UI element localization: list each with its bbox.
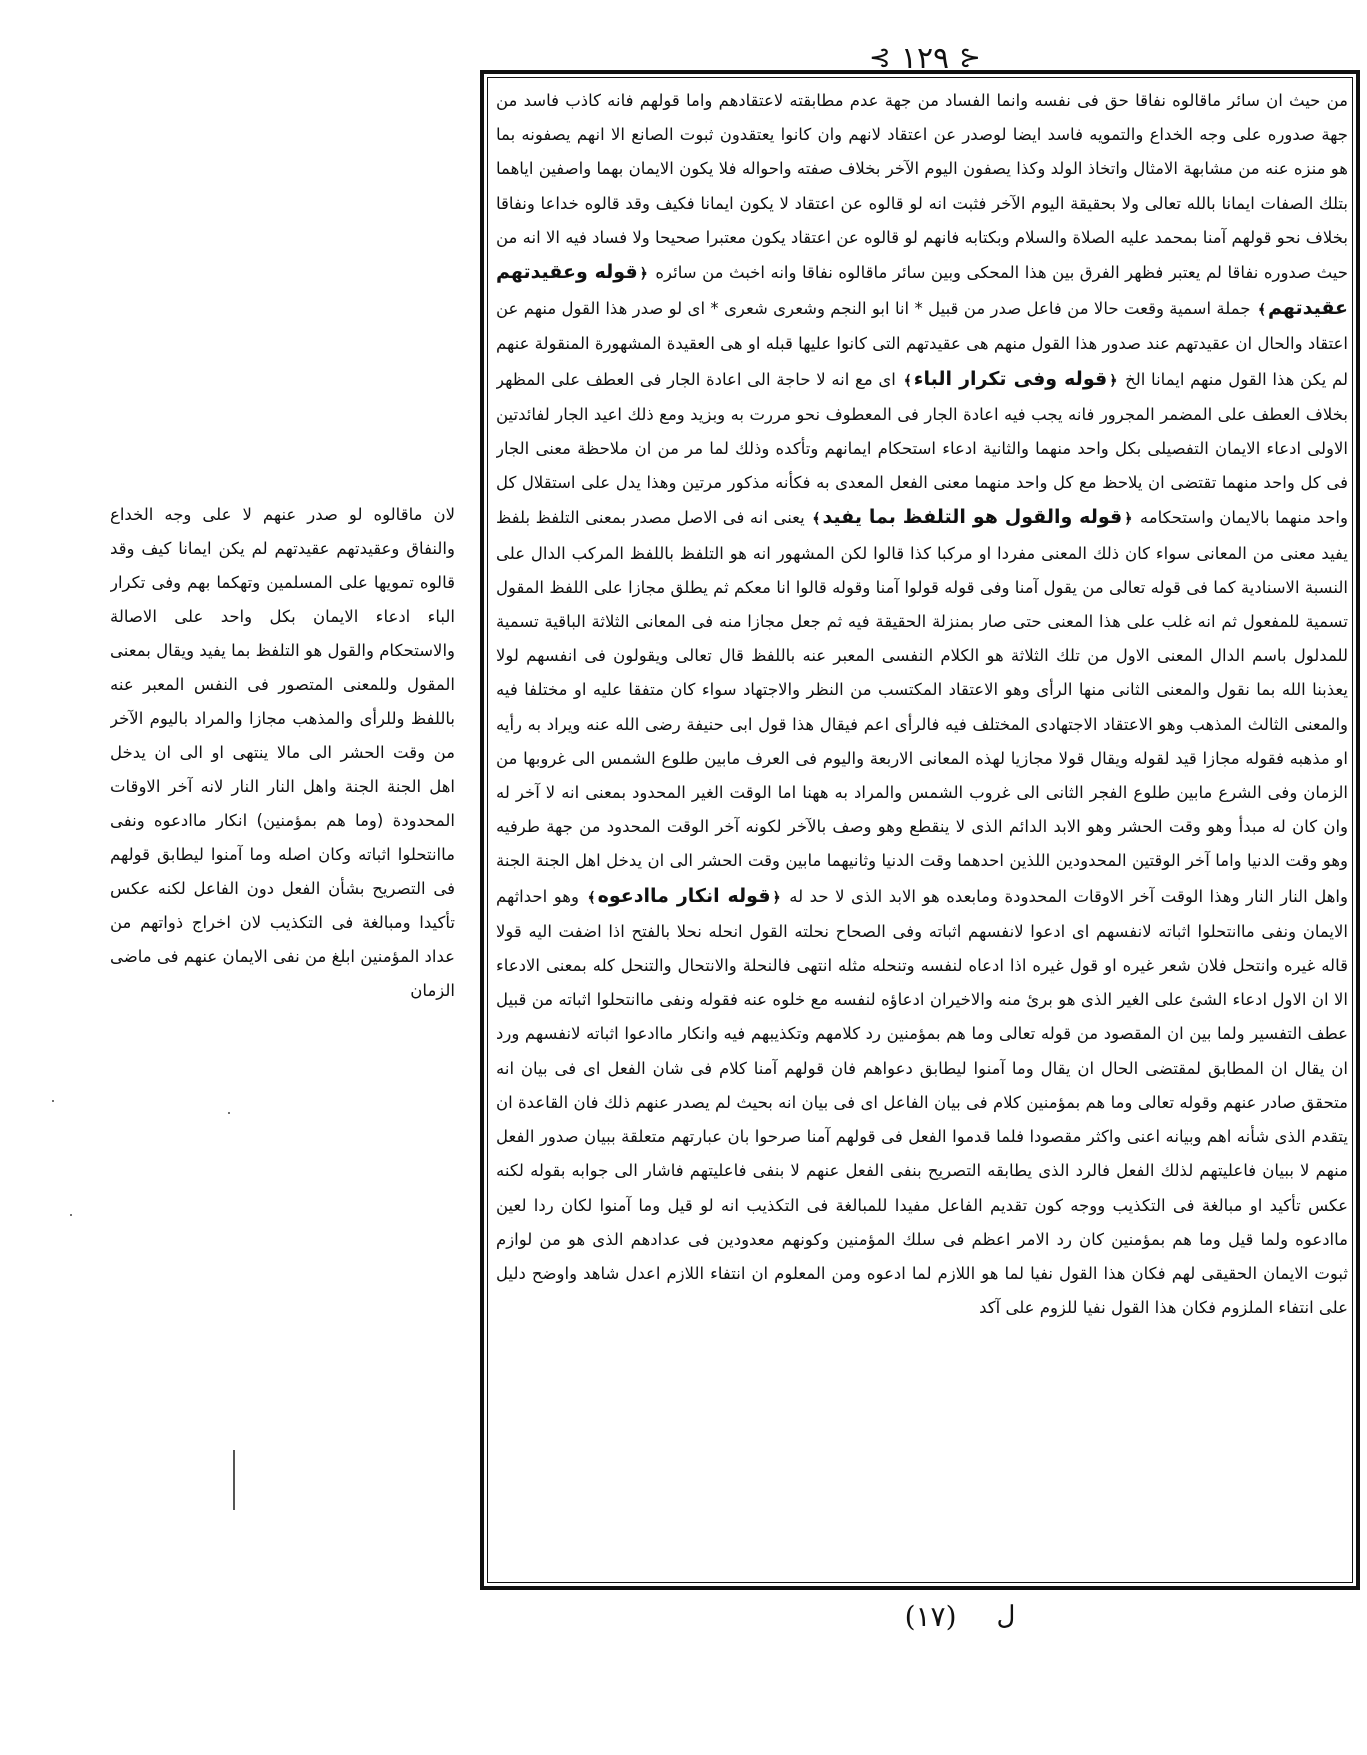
scan-mark <box>233 1450 235 1510</box>
page-footer <box>860 1596 1060 1636</box>
speck <box>70 1214 72 1216</box>
margin-paragraph: لان ماقالوه لو صدر عنهم لا على وجه الخداع والنفاق وعقيدتهم عقيدتهم لم يكن ايمانا كيف وقد قالوه تمويها على المسلمين وتهكما بهم وفى تكرار الباء ادعاء الايمان بكل واحد على الاصالة والاستحكام والقول هو التلفظ بما يفيد ويقال بمعنى المقول وللمعنى المتصور فى النفس المعبر عنه باللفظ وللرأى والمذهب مجازا والمراد باليوم الآخر من وقت الحشر الى مالا ينتهى او الى ان يدخل اهل الجنة الجنة واهل النار النار لانه آخر الاوقات المحدودة (وما هم بمؤمنين) انكار ماادعوه ونفى ماانتحلوا اثباته وكان اصله وما آمنوا ليطابق قولهم فى التصريح بشأن الفعل دون الفاعل لكنه عكس تأكيدا ومبالغة فى التكذيب لان اخراج ذواتهم من عداد المؤمنين ابلغ من نفى الايمان عنهم فى ماضى الزمان <box>110 505 455 1000</box>
main-text-block <box>496 84 1348 1579</box>
speck <box>52 1100 54 1102</box>
page-number: ١٢٩ <box>900 40 950 76</box>
ornament-right-icon: ⊱ <box>959 43 981 73</box>
speck <box>228 1112 230 1114</box>
main-paragraph: من حيث ان سائر ماقالوه نفاقا حق فى نفسه وانما الفساد من جهة عدم مطابقته لاعتقادهم واما قولهم فانه كاذب فاسد من جهة صدوره على وجه الخداع والتمويه فاسد ايضا لوصدر عن اعتقاد لانهم وان كانوا يعتقدون ثبوت الصانع الا انهم يصفونه بما هو منزه عنه من مشابهة الامثال واتخاذ الولد وكذا يصفون اليوم الآخر بخلاف صفته واحواله فلا يكون الايمان بهما واصفين اياهما بتلك الصفات ايمانا بالله تعالى ولا بحقيقة اليوم الآخر فثبت انه لو قالوه عن اعتقاد لا يكون ايمانا فكيف وقد قالوه خداعا ونفاقا بخلاف نحو قولهم آمنا بمحمد عليه الصلاة والسلام وبكتابه فانهم لو قالوه عن اعتقاد يكون معتبرا صحيحا ولا فساد فيه الا انه من حيث صدوره نفاقا لم يعتبر فظهر الفرق بين هذا المحكى وبين سائر ماقالوه نفاقا وانه اخبث من سائره ﴿قوله وعقيدتهم عقيدتهم﴾ جملة اسمية وقعت حالا من فاعل صدر من قبيل * انا ابو النجم وشعرى شعرى * اى لو صدر هذا القول منهم عن اعتقاد والحال ان عقيدتهم عند صدور هذا القول منهم هى عقيدتهم التى كانوا عليها قبله او هى العقيدة المشهورة المنقولة عنهم لم يكن هذا القول منهم ايمانا الخ ﴿قوله وفى تكرار الباء﴾ اى مع انه لا حاجة الى اعادة الجار فى العطف على المظهر بخلاف العطف على المضمر المجرور فانه يجب فيه اعادة الجار فى المعطوف نحو مررت به وبزيد ومع ذلك اعيد الجار لفائدتين الاولى ادعاء الايمان التفصيلى بكل واحد منهما والثانية ادعاء استحكام ايمانهم وتأكده وذلك لما مر من ان ملاحظة معنى الجار فى كل واحد منهما تقتضى ان يلاحظ مع كل واحد منهما معنى الفعل المعدى به فكأنه مذكور مرتين وهذا يدل على استقلال كل واحد منهما بالايمان واستحكامه ﴿قوله والقول هو التلفظ بما يفيد﴾ يعنى انه فى الاصل مصدر بمعنى التلفظ بلفظ يفيد معنى من المعانى سواء كان ذلك المعنى مفردا او مركبا كذا قالوا لكن المشهور انه هو التلفظ باللفظ المركب الدال على النسبة الاسنادية كما فى قوله تعالى من يقول آمنا وفى قوله قولوا آمنا وقوله قالوا انا معكم ثم يطلق مجازا على اللفظ المقول تسمية للمفعول ثم انه غلب على هذا المعنى حتى صار بمنزلة الحقيقة فيه ثم جعل مجازا منه فى المعانى الثلاثة الباقية تسمية للمدلول باسم الدال المعنى الاول من تلك الثلاثة هو الكلام النفسى المعبر عنه باللفظ قال تعالى ويقولون فى انفسهم لولا يعذبنا الله بما نقول والمعنى الثانى منها الرأى وهو الاعتقاد المكتسب من النظر والاجتهاد سواء كان متفقا عليه او مختلفا فيه والمعنى الثالث المذهب وهو الاعتقاد الاجتهادى المختلف فيه فالرأى اعم فيقال هذا قول ابى حنيفة رضى الله عنه ويراد به رأيه او مذهبه فقوله مجازا قيد لقوله ويقال قولا مجازيا لهذه المعانى الاربعة واليوم فى العرف مابين طلوع الشمس الى غروبها من الزمان وفى الشرع مابين طلوع الفجر الثانى الى غروب الشمس والمراد به ههنا اما الوقت الغير المحدود بمعنى انه لا آخر له وان كان له مبدأ وهو وقت الحشر وهو الابد الدائم الذى لا ينقطع وهو وصف بالآخر لكونه آخر الوقت المحدود من جهة طرفيه وهو وقت الدنيا واما آخر الوقتين المحدودين اللذين احدهما وقت الدنيا وثانيهما مابين وقت الحشر الى ان يدخل اهل الجنة الجنة واهل النار النار وهذا الوقت آخر الاوقات المحدودة ومابعده هو الابد الذى لا حد له ﴿قوله انكار ماادعوه﴾ وهو احداثهم الايمان ونفى ماانتحلوا اثباته لانفسهم اى ادعوا لانفسهم اثباته وفى الصحاح نحلته القول انحله نحلا بالفتح اذا اضفت اليه قولا قاله غيره وانتحل فلان شعر غيره او قول غيره اذا ادعاه لنفسه وتنحله مثله انتهى فالنحلة والانتحال والتنحل كله بمعنى الادعاء الا ان الاول ادعاء الشئ على الغير الذى هو برئ منه والاخيران ادعاؤه لنفسه مع خلوه عنه فقوله ونفى ماانتحلوا اثباته من قبيل عطف التفسير ولما بين ان المقصود من قوله تعالى وما هم بمؤمنين رد كلامهم وتكذيبهم فيه وانكار ماادعوا اثباته لانفسهم ورد ان يقال ان المطابق لمقتضى الحال ان يقال وما آمنوا ليطابق دعواهم فان قولهم آمنا كلام فى شان الفعل اى فى بيان انه متحقق صادر عنهم وقوله تعالى وما هم بمؤمنين كلام فى بيان الفاعل اى فى بيان انه بحيث لم يصدر عنهم ذلك فان القاعدة ان يتقدم الذى شأنه اهم وبيانه اعنى واكثر مقصودا فلما قدموا الفعل فى قولهم آمنا صرحوا بان عبارتهم متعلقة ببيان صدور الفعل منهم لا ببيان فاعليتهم لذلك الفعل فالرد الذى يطابقه التصريح بنفى الفعل عنهم لا بنفى فاعليتهم فاشار الى جوابه بقوله لكنه عكس تأكيد او مبالغة فى التكذيب ووجه كون تقديم الفاعل مفيدا للمبالغة فى التكذيب انه لو قيل وما آمنوا لكان ردا لعين ماادعوه ولما قيل وما هم بمؤمنين كان رد الامر اعظم فى سلك المؤمنين وكونهم معدودين فى عدادهم الذى هو من لوازم ثبوت الايمان الحقيقى لهم فكان هذا القول نفيا لما هو اللازم لما ادعوه ومن المعلوم ان انتفاء اللازم اعدل شاهد واوضح دليل على انتفاء الملزوم فكان هذا القول نفيا للزوم على آكد <box>496 91 1348 1318</box>
ornament-left-icon: ⊰ <box>869 43 891 73</box>
signature-number: (١٧) <box>904 1599 957 1633</box>
signature-letter: ل <box>996 1601 1016 1631</box>
margin-note <box>110 498 455 1098</box>
